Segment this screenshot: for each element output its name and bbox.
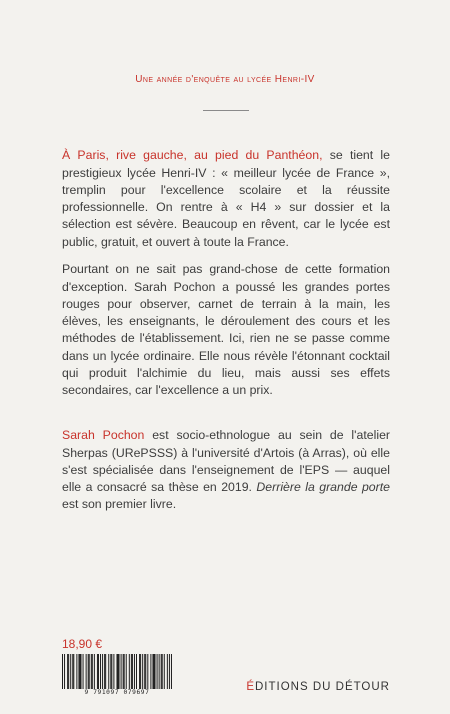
barcode-image <box>62 654 172 690</box>
author-bio <box>62 427 390 513</box>
author-bio-tail: est son premier livre. <box>62 497 177 512</box>
blurb-text-1: se tient le prestigieux lycée Henri-IV : « meilleur lycée de France », tremplin pour l'excellence scolaire et la réussite professionnelle. On rentre à « H4 » sur dossier et la sélection est sévère. Beaucoup en rêvent, car le lycée est public, gratuit, et ouvert à toute la France. <box>62 148 390 249</box>
publisher-name: DITIONS DU DÉTOUR <box>255 681 390 693</box>
book-title-italic: Derrière la grande porte <box>256 480 390 495</box>
isbn-number: 9 791097 079697 <box>61 689 173 696</box>
blurb-highlight: À Paris, rive gauche, au pied du Panthéon, <box>62 148 323 163</box>
blurb-paragraph-1 <box>62 147 390 251</box>
publisher-logo <box>246 681 390 693</box>
price-label: 18,90 € <box>62 637 103 651</box>
blurb-paragraph-2: Pourtant on ne sait pas grand-chose de cette formation d'exception. Sarah Pochon a poussé les grandes portes rouges pour observer, carnet de terrain à la main, les élèves, les enseignants, le déroulement des cours et les méthodes de l'établissement. Ici, rien ne se passe comme dans un lycée ordinaire. Elle nous révèle l'étonnant cocktail qui produit l'alchimie du lieu, mais aussi ses effets secondaires, car l'excellence a un prix. <box>62 262 390 398</box>
divider-rule <box>203 110 249 111</box>
publisher-initial: É <box>246 681 255 693</box>
author-bio-text: est socio-ethnologue au sein de l'atelier Sherpas (URePSSS) à l'université d'Artois (à Arras), où elle s'est spécialisée dans l'enseignement de l'EPS — auquel elle a consacré sa thèse en 2019. <box>62 428 390 495</box>
cover-tagline: Une année d'enquête au lycée Henri-IV <box>135 74 315 85</box>
author-name: Sarah Pochon <box>62 428 145 443</box>
